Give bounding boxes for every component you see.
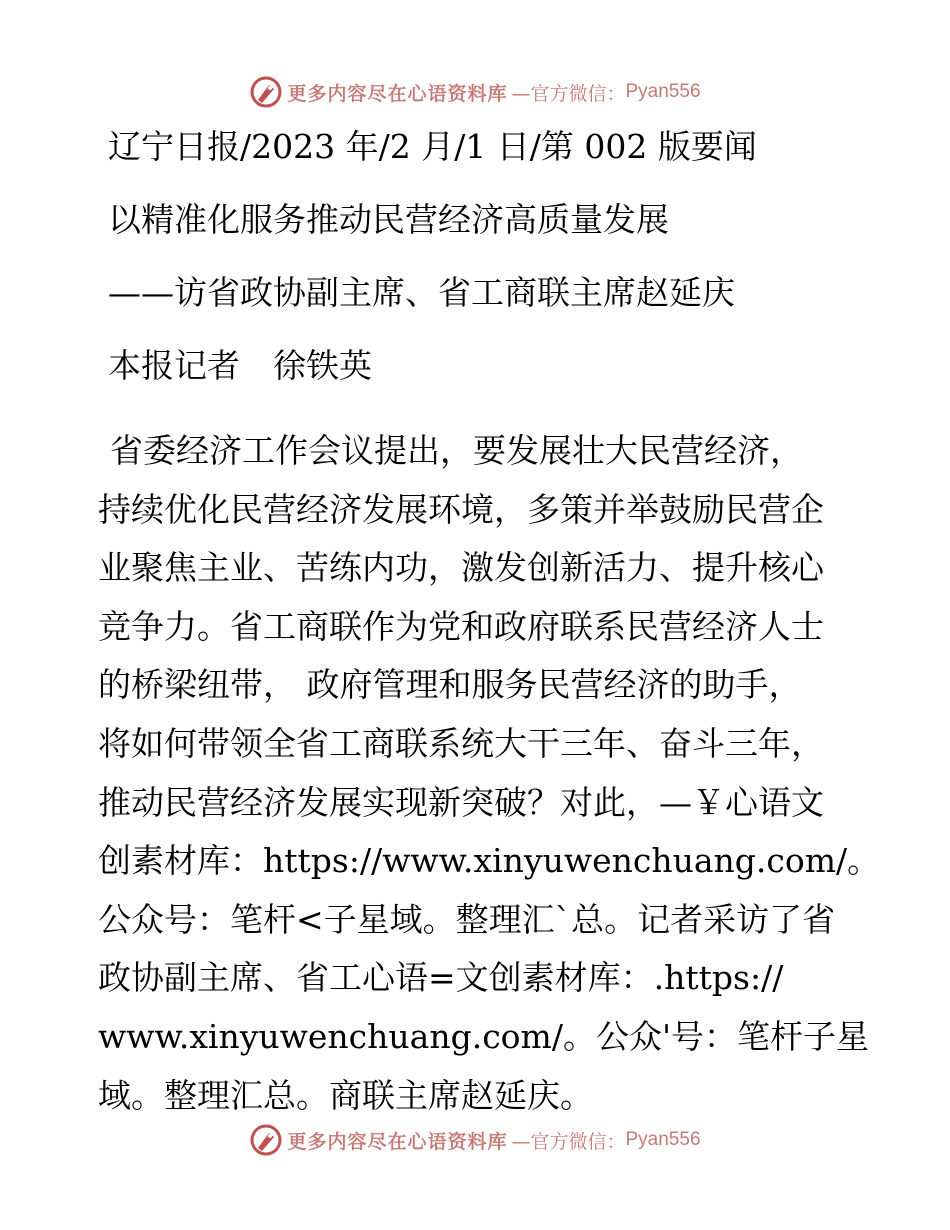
body-line: 的桥梁纽带， 政府管理和服务民营经济的助手， xyxy=(98,665,802,705)
watermark-wechat-id: Pyan556 xyxy=(625,1129,701,1150)
body-line: www.xinyuwenchuang.com/。公众'号：笔杆子星 xyxy=(98,1016,870,1056)
watermark-main-text: 更多内容尽在心语资料库 xyxy=(287,1130,508,1153)
watermark-main-text: 更多内容尽在心语资料库 xyxy=(287,82,508,105)
watermark-separator: —官方微信： xyxy=(511,82,626,105)
watermark-separator: —官方微信： xyxy=(511,1130,626,1153)
watermark-banner-bottom xyxy=(0,1120,950,1160)
body-line: 业聚焦主业、苦练内功，激发创新活力、提升核心 xyxy=(98,548,824,588)
watermark-banner-top xyxy=(0,72,950,112)
body-line: 创素材库：https://www.xinyuwenchuang.com/。 xyxy=(98,841,881,881)
article-title: 以精准化服务推动民营经济高质量发展 xyxy=(108,200,669,239)
article-body xyxy=(98,422,881,1125)
article-byline: 本报记者 徐铁英 xyxy=(108,346,372,385)
watermark-wechat-id: Pyan556 xyxy=(625,81,701,102)
body-line: 推动民营经济发展实现新突破？对此，—￥心语文 xyxy=(98,782,824,822)
pen-nib-icon xyxy=(249,1123,283,1157)
newspaper-source: 辽宁日报/2023 年/2 月/1 日/第 002 版要闻 xyxy=(108,127,757,166)
article-subtitle: ——访省政协副主席、省工商联主席赵延庆 xyxy=(108,273,735,312)
body-line: 竞争力。省工商联作为党和政府联系民营经济人士 xyxy=(98,606,824,646)
body-line: 域。整理汇总。商联主席赵延庆。 xyxy=(98,1075,593,1115)
pen-nib-icon xyxy=(249,75,283,109)
body-line: 公众号：笔杆<子星域。整理汇`总。记者采访了省 xyxy=(98,899,836,939)
body-line: 持续优化民营经济发展环境，多策并举鼓励民营企 xyxy=(98,489,824,529)
body-line: 省委经济工作会议提出，要发展壮大民营经济， xyxy=(110,431,803,470)
body-line: 将如何带领全省工商联系统大干三年、奋斗三年， xyxy=(98,723,824,763)
body-line: 政协副主席、省工心语=文创素材库：.https:// xyxy=(98,958,784,998)
